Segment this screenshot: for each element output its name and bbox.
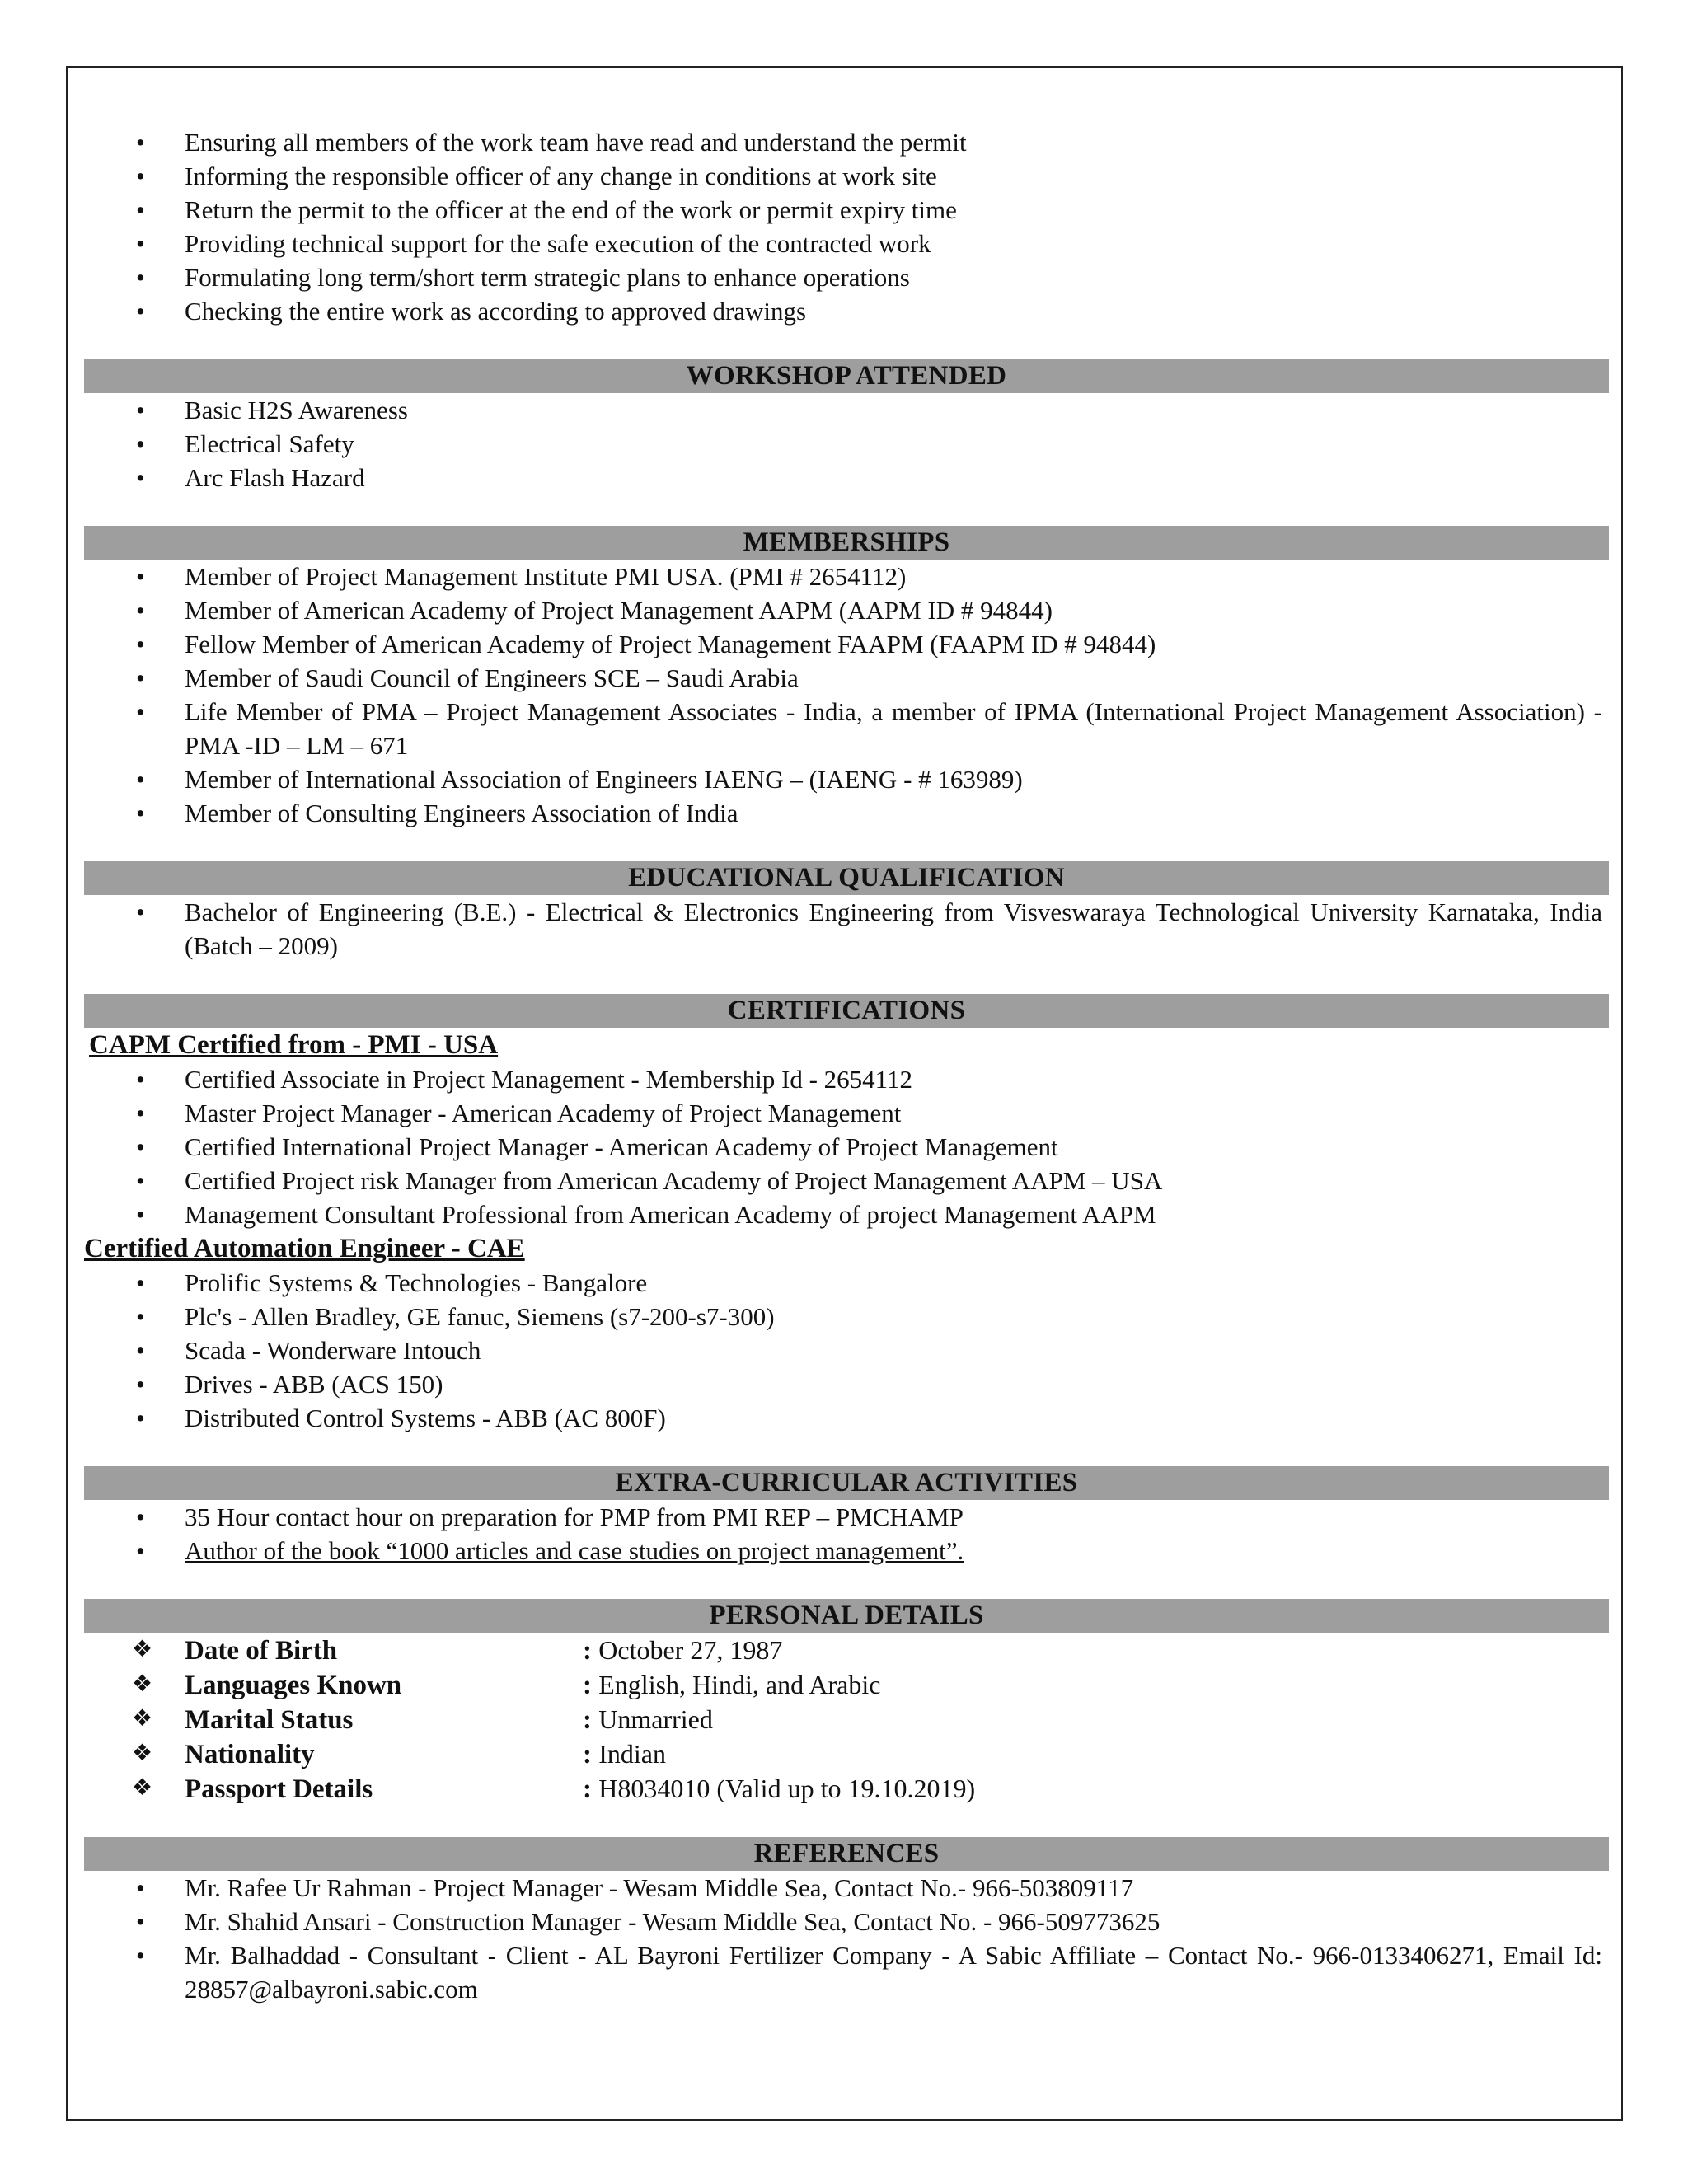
list-item: • Mr. Shahid Ansari - Construction Manager - Wesam Middle Sea, Contact No. - 966-509773625 bbox=[84, 1905, 1609, 1938]
list-item: • Certified International Project Manager - American Academy of Project Management bbox=[84, 1130, 1609, 1164]
list-item: • Member of International Association of Engineers IAENG – (IAENG - # 163989) bbox=[84, 762, 1609, 796]
diamond-bullet-icon: ❖ bbox=[132, 1637, 153, 1662]
cae-subheading: Certified Automation Engineer - CAE bbox=[84, 1234, 525, 1263]
list-item: • Arc Flash Hazard bbox=[84, 461, 1609, 494]
list-item: • Prolific Systems & Technologies - Bangalore bbox=[84, 1266, 1609, 1300]
list-item: • Mr. Balhaddad - Consultant - Client - AL Bayroni Fertilizer Company - A Sabic Affiliate – Contact No.- 966-0133406271, Email Id: 28857@albayroni.sabic.com bbox=[84, 1938, 1609, 2006]
personal-detail-row bbox=[84, 1736, 1609, 1771]
list-item bbox=[84, 1534, 1609, 1568]
list-item: • Life Member of PMA – Project Management Associates - India, a member of IPMA (International Project Management Association) - PMA -ID – LM – 671 bbox=[84, 695, 1609, 762]
list-item: • Scada - Wonderware Intouch bbox=[84, 1333, 1609, 1367]
detail-value: Unmarried bbox=[598, 1704, 713, 1734]
workshop-list bbox=[84, 393, 1609, 494]
section-heading-workshop: WORKSHOP ATTENDED bbox=[84, 359, 1609, 393]
list-item: • Informing the responsible officer of any change in conditions at work site bbox=[84, 159, 1609, 193]
colon-separator: : bbox=[583, 1705, 599, 1735]
list-item: • Master Project Manager - American Academy of Project Management bbox=[84, 1096, 1609, 1130]
detail-label: Date of Birth bbox=[185, 1636, 338, 1666]
diamond-bullet-icon: ❖ bbox=[132, 1706, 153, 1732]
colon-separator: : bbox=[583, 1671, 599, 1700]
list-item: • Distributed Control Systems - ABB (AC 800F) bbox=[84, 1401, 1609, 1435]
education-list bbox=[84, 895, 1609, 963]
book-link[interactable]: Author of the book “1000 articles and case studies on project management”. bbox=[185, 1536, 964, 1565]
list-item: • Member of American Academy of Project Management AAPM (AAPM ID # 94844) bbox=[84, 593, 1609, 627]
personal-detail-row bbox=[84, 1702, 1609, 1736]
responsibilities-list bbox=[84, 125, 1609, 328]
detail-label: Languages Known bbox=[185, 1671, 402, 1700]
list-item: • Electrical Safety bbox=[84, 427, 1609, 461]
section-heading-certifications: CERTIFICATIONS bbox=[84, 994, 1609, 1028]
colon-separator: : bbox=[583, 1636, 599, 1666]
list-item: • Drives - ABB (ACS 150) bbox=[84, 1367, 1609, 1401]
list-item: • Return the permit to the officer at the end of the work or permit expiry time bbox=[84, 193, 1609, 227]
references-list bbox=[84, 1871, 1609, 2006]
diamond-bullet-icon: ❖ bbox=[132, 1775, 153, 1801]
detail-value: October 27, 1987 bbox=[598, 1635, 783, 1665]
list-item: • Bachelor of Engineering (B.E.) - Electrical & Electronics Engineering from Visveswaraya Technological University Karnataka, India (Batch – 2009) bbox=[84, 895, 1609, 963]
list-item: • Fellow Member of American Academy of Project Management FAAPM (FAAPM ID # 94844) bbox=[84, 627, 1609, 661]
personal-detail-row bbox=[84, 1633, 1609, 1667]
detail-label: Nationality bbox=[185, 1740, 315, 1769]
colon-separator: : bbox=[583, 1774, 599, 1804]
personal-details-list bbox=[84, 1633, 1609, 1806]
list-item: • Certified Project risk Manager from American Academy of Project Management AAPM – USA bbox=[84, 1164, 1609, 1197]
detail-value: English, Hindi, and Arabic bbox=[598, 1670, 881, 1699]
detail-value: Indian bbox=[598, 1739, 666, 1769]
list-item: • Management Consultant Professional from American Academy of project Management AAPM bbox=[84, 1197, 1609, 1231]
list-item: • Member of Saudi Council of Engineers SCE – Saudi Arabia bbox=[84, 661, 1609, 695]
capm-subheading: CAPM Certified from - PMI - USA bbox=[89, 1030, 499, 1060]
cae-list bbox=[84, 1266, 1609, 1435]
diamond-bullet-icon: ❖ bbox=[132, 1671, 153, 1697]
list-item: • Formulating long term/short term strategic plans to enhance operations bbox=[84, 260, 1609, 294]
memberships-list bbox=[84, 560, 1609, 830]
section-heading-personal-details: PERSONAL DETAILS bbox=[84, 1599, 1609, 1633]
personal-detail-row bbox=[84, 1667, 1609, 1702]
list-item: • Member of Project Management Institute PMI USA. (PMI # 2654112) bbox=[84, 560, 1609, 593]
detail-value: H8034010 (Valid up to 19.10.2019) bbox=[598, 1774, 976, 1803]
resume-page bbox=[66, 66, 1623, 2121]
capm-list bbox=[84, 1062, 1609, 1231]
list-item: • Checking the entire work as according to approved drawings bbox=[84, 294, 1609, 328]
extra-curricular-list bbox=[84, 1500, 1609, 1568]
list-item: • Providing technical support for the safe execution of the contracted work bbox=[84, 227, 1609, 260]
detail-label: Passport Details bbox=[185, 1774, 373, 1804]
list-item: • Ensuring all members of the work team have read and understand the permit bbox=[84, 125, 1609, 159]
list-item: • 35 Hour contact hour on preparation for PMP from PMI REP – PMCHAMP bbox=[84, 1500, 1609, 1534]
colon-separator: : bbox=[583, 1740, 599, 1769]
diamond-bullet-icon: ❖ bbox=[132, 1741, 153, 1766]
section-heading-memberships: MEMBERSHIPS bbox=[84, 526, 1609, 560]
section-heading-extra-curricular: EXTRA-CURRICULAR ACTIVITIES bbox=[84, 1466, 1609, 1500]
section-heading-references: REFERENCES bbox=[84, 1837, 1609, 1871]
list-item: • Basic H2S Awareness bbox=[84, 393, 1609, 427]
list-item: • Mr. Rafee Ur Rahman - Project Manager - Wesam Middle Sea, Contact No.- 966-503809117 bbox=[84, 1871, 1609, 1905]
list-item: • Member of Consulting Engineers Association of India bbox=[84, 796, 1609, 830]
list-item: • Certified Associate in Project Management - Membership Id - 2654112 bbox=[84, 1062, 1609, 1096]
detail-label: Marital Status bbox=[185, 1705, 354, 1735]
resume-content bbox=[84, 125, 1609, 2006]
list-item: • Plc's - Allen Bradley, GE fanuc, Siemens (s7-200-s7-300) bbox=[84, 1300, 1609, 1333]
personal-detail-row bbox=[84, 1771, 1609, 1806]
section-heading-education: EDUCATIONAL QUALIFICATION bbox=[84, 861, 1609, 895]
